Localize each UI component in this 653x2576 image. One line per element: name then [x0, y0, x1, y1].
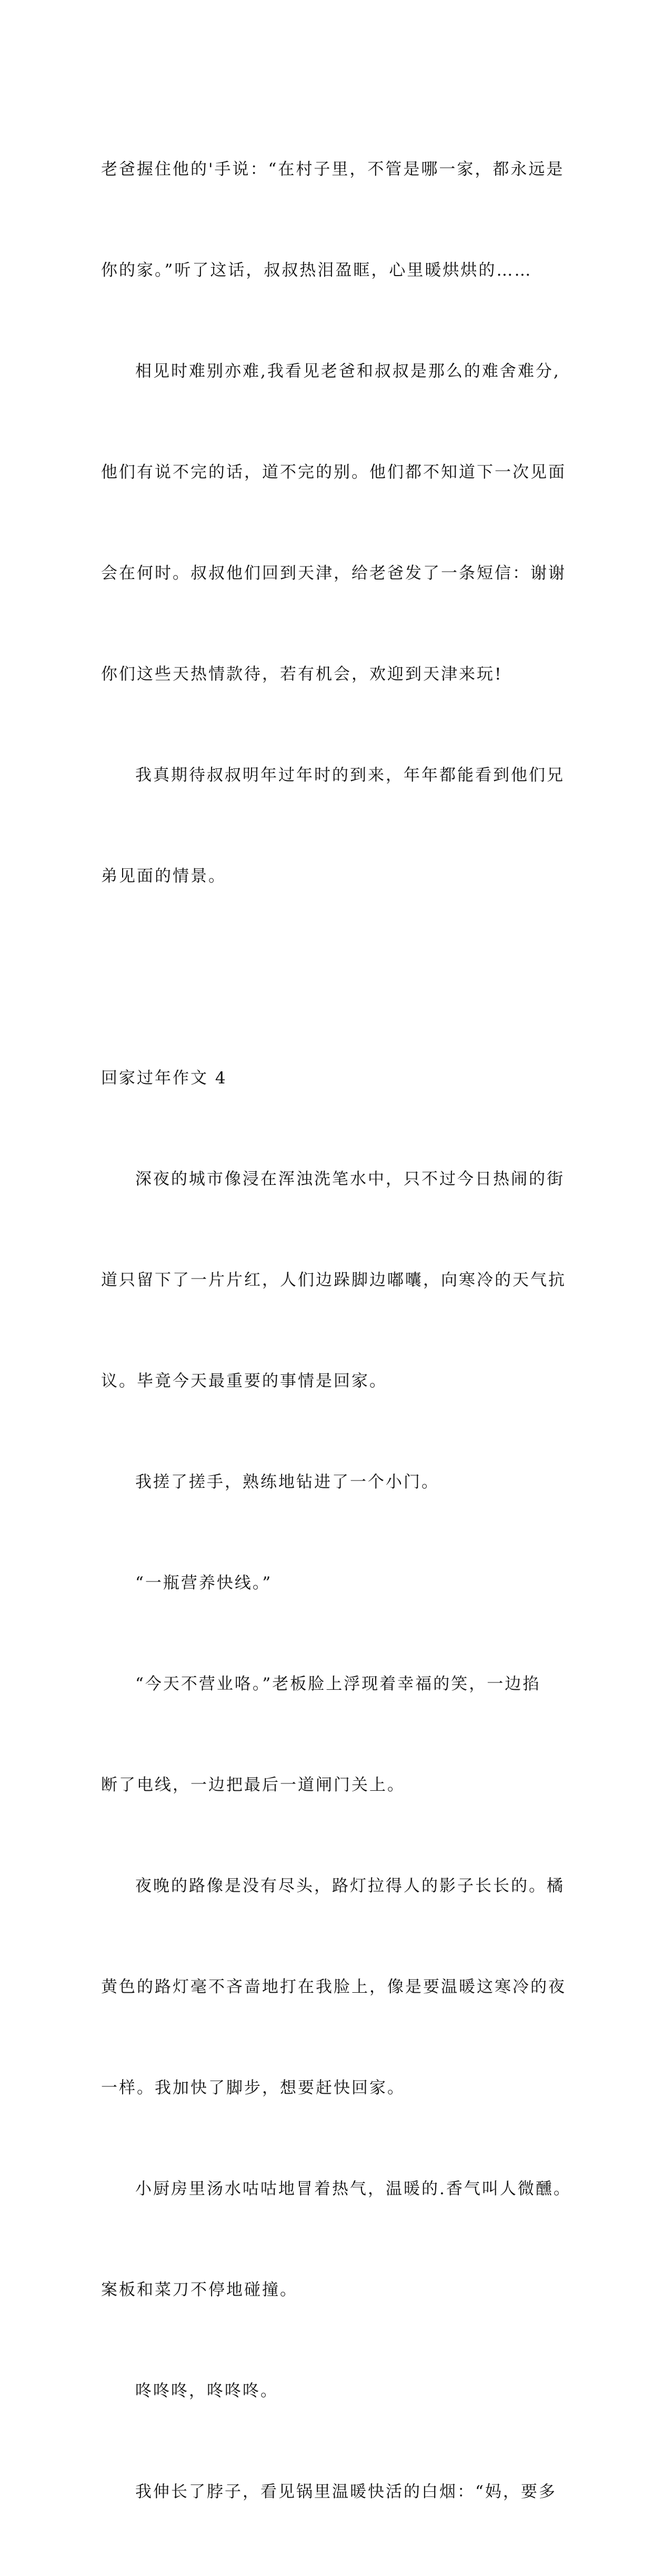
text-line: 夜晚的路像是没有尽头，路灯拉得人的影子长长的。橘 — [135, 1877, 565, 1895]
section-heading: 回家过年作文 4 — [101, 1069, 227, 1088]
text-line: 我真期待叔叔明年过年时的到来，年年都能看到他们兄 — [135, 766, 565, 785]
text-line: 咚咚咚，咚咚咚。 — [135, 2381, 278, 2400]
text-line: 我伸长了脖子，看见锅里温暖快活的白烟：“妈，要多 — [135, 2482, 557, 2501]
document-body — [101, 85, 575, 2576]
text-line: 老爸握住他的'手说：“在村子里，不管是哪一家，都永远是 — [101, 160, 565, 179]
text-line: “一瓶营养快线。” — [135, 1574, 273, 1593]
text-line: 我搓了搓手，熟练地钻进了一个小门。 — [135, 1473, 439, 1492]
text-line: 议。毕竟今天最重要的事情是回家。 — [101, 1372, 387, 1391]
text-line: 断了电线，一边把最后一道闸门关上。 — [101, 1776, 405, 1794]
text-line: 案板和菜刀不停地碰撞。 — [101, 2280, 298, 2299]
text-line: 你的家。”听了这话，叔叔热泪盈眶，心里暖烘烘的…… — [101, 261, 533, 280]
text-line: 你们这些天热情款待，若有机会，欢迎到天津来玩! — [101, 665, 503, 684]
paragraph-spacer — [101, 960, 575, 994]
text-line: 会在何时。叔叔他们回到天津，给老爸发了一条短信：谢谢 — [101, 564, 566, 583]
text-line: 深夜的城市像浸在浑浊洗笔水中，只不过今日热闹的街 — [135, 1170, 565, 1189]
text-line: 黄色的路灯毫不吝啬地打在我脸上，像是要温暖这寒冷的夜 — [101, 1977, 566, 1996]
text-line: 相见时难别亦难,我看见老爸和叔叔是那么的难舍难分, — [135, 362, 560, 381]
text-line: 小厨房里汤水咕咕地冒着热气，温暖的.香气叫人微醺。 — [135, 2179, 571, 2198]
text-line: 他们有说不完的话，道不完的别。他们都不知道下一次见面 — [101, 463, 566, 482]
text-line: 道只留下了一片片红，人们边跺脚边嘟囔，向寒冷的天气抗 — [101, 1271, 566, 1290]
text-line: 弟见面的情景。 — [101, 867, 226, 886]
text-line: “今天不营业咯。”老板脸上浮现着幸福的笑，一边掐 — [135, 1675, 541, 1693]
text-line: 一样。我加快了脚步，想要赶快回家。 — [101, 2078, 405, 2097]
